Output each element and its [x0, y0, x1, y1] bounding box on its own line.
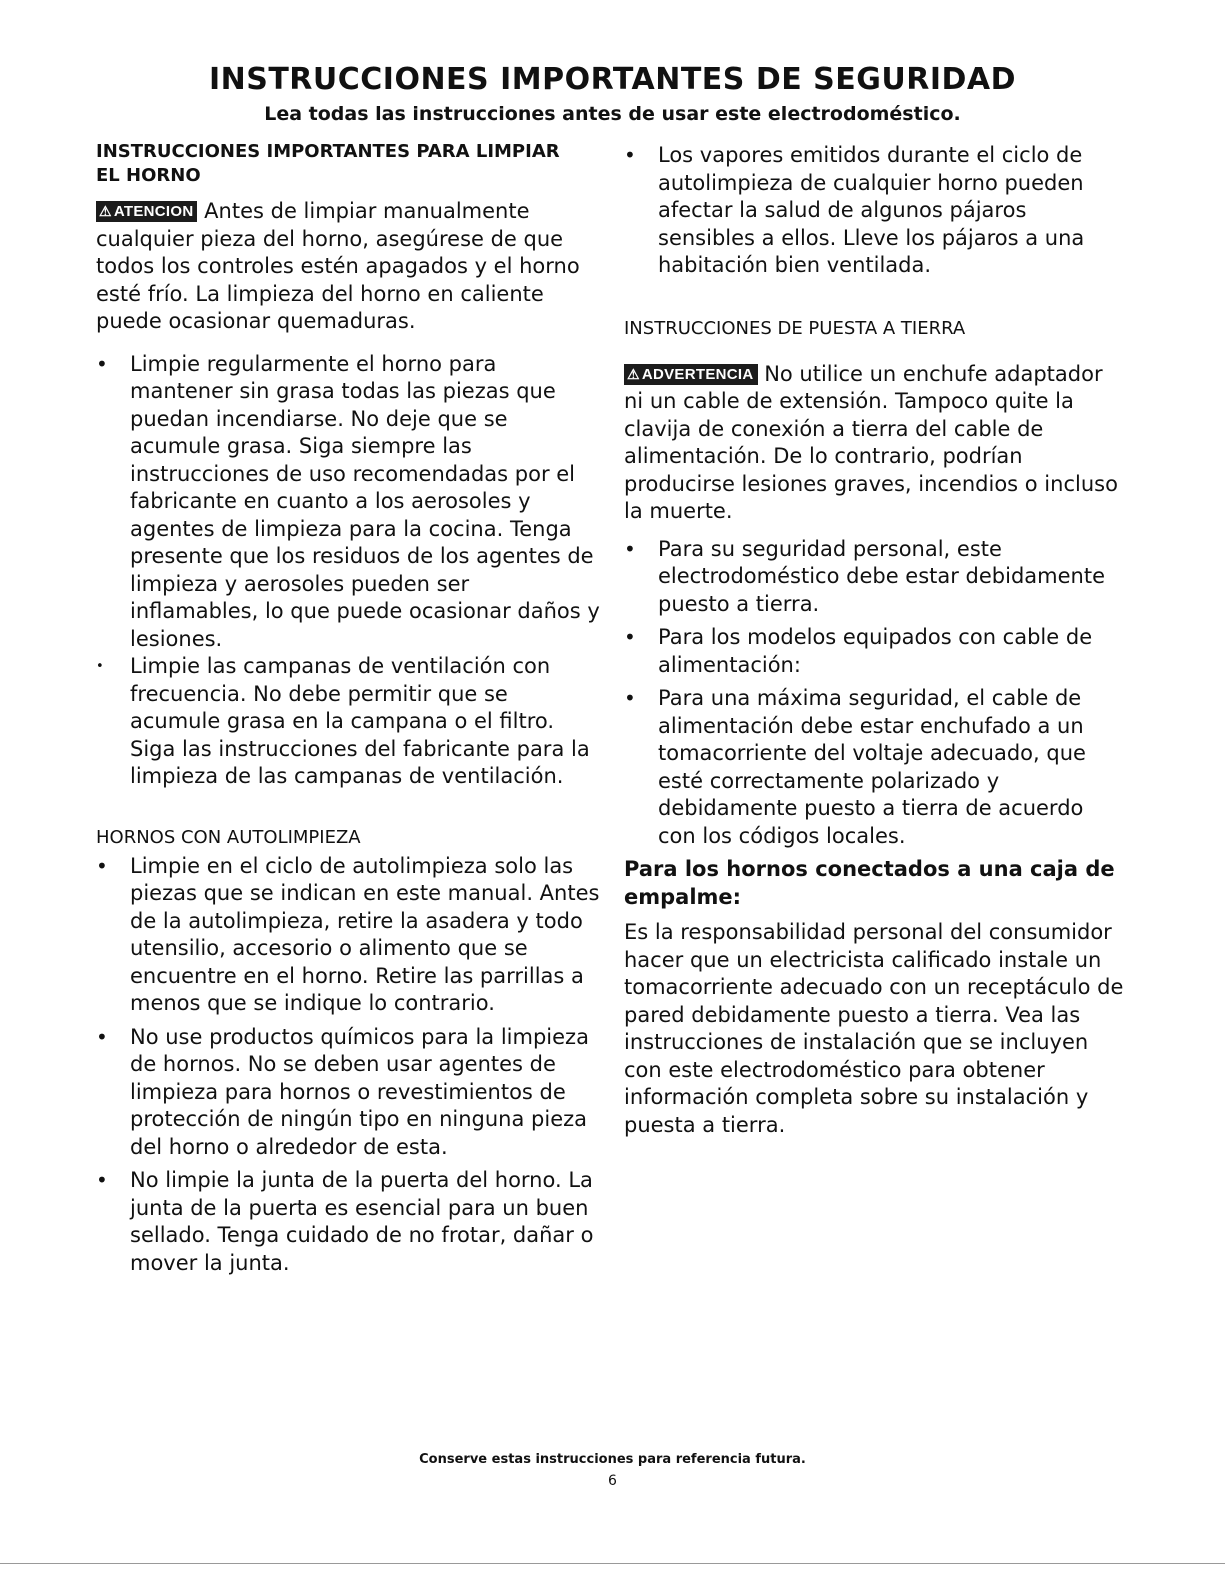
bullet-icon: •: [96, 1168, 108, 1192]
left-column: [96, 140, 601, 1277]
list-item: [624, 536, 1124, 619]
list-item-text: Limpie regularmente el horno para mantener sin grasa todas las piezas que puedan incendiarse. No deje que se acumule grasa. Siga siempre las instrucciones de uso recomendadas por el fabricante en cuanto a los aerosoles y agentes de limpieza para la cocina. Tenga presente que los residuos de los agentes de limpieza y aerosoles pueden ser inflamables, lo que puede ocasionar daños y lesiones.: [130, 351, 600, 651]
selfclean-list: [96, 853, 601, 1278]
list-item: [624, 685, 1124, 850]
warning-text: No utilice un enchufe adaptador ni un cable de extensión. Tampoco quite la clavija de conexión a tierra del cable de alimentación. De lo contrario, podrían producirse lesiones graves, incendios o incluso la muerte.: [624, 361, 1118, 523]
cleaning-list: [96, 351, 601, 791]
warning-badge: [624, 364, 758, 385]
warning-triangle-icon: ⚠: [99, 203, 112, 219]
bullet-icon: •: [96, 351, 108, 376]
list-item-text: Limpie en el ciclo de autolimpieza solo las piezas que se indican en este manual. Antes de la autolimpieza, retire la asadera y todo utensilio, accesorio o alimento que se encuentre en el horno. Retire las parrillas a menos que se indique lo contrario.: [130, 853, 600, 1015]
right-column: [624, 142, 1124, 1139]
attention-text: Antes de limpiar manualmente cualquier pieza del horno, asegúrese de que todos los controles estén apagados y el horno esté frío. La limpieza del horno en caliente puede ocasionar quemaduras.: [96, 199, 580, 333]
page-title: INSTRUCCIONES IMPORTANTES DE SEGURIDAD: [208, 62, 1017, 97]
bullet-icon: •: [96, 853, 108, 878]
list-item-text: Limpie las campanas de ventilación con frecuencia. No debe permitir que se acumule grasa en la campana o el filtro. Siga las instrucciones del fabricante para la limpieza de las campanas de ventilación.: [130, 654, 590, 788]
list-item: [96, 1167, 601, 1277]
attention-paragraph: [96, 198, 601, 336]
ground-heading: INSTRUCCIONES DE PUESTA A TIERRA: [624, 317, 966, 339]
page-subtitle: Lea todas las instrucciones antes de usar este electrodoméstico.: [264, 103, 961, 125]
list-item: [96, 653, 601, 791]
bullet-icon: •: [96, 1024, 108, 1049]
birds-list: [624, 142, 1124, 280]
list-item: [96, 1024, 601, 1162]
attention-badge-label: ATENCION: [113, 203, 194, 220]
list-item-text: Para los modelos equipados con cable de alimentación:: [658, 625, 1093, 677]
list-item-text: Para una máxima seguridad, el cable de alimentación debe estar enchufado a un tomacorriente del voltaje adecuado, que esté correctamente polarizado y debidamente puesto a tierra de acuerdo con los códigos locales.: [658, 686, 1086, 848]
junction-paragraph: Es la responsabilidad personal del consumidor hacer que un electricista calificado instale un tomacorriente adecuado con un receptáculo de pared debidamente puesto a tierra. Vea las instrucciones de instalación que se incluyen con este electrodoméstico para obtener información completa sobre su instalación y puesta a tierra.: [624, 920, 1124, 1137]
list-item: [624, 624, 1124, 679]
list-item-text: No use productos químicos para la limpieza de hornos. No se deben usar agentes de limpieza para hornos o revestimientos de protección de ningún tipo en ninguna pieza del horno o alrededor de esta.: [130, 1024, 589, 1159]
cleaning-heading: INSTRUCCIONES IMPORTANTES PARA LIMPIAR EL HORNO: [96, 141, 560, 186]
bottom-divider: [0, 1563, 1225, 1564]
list-item: [96, 351, 601, 654]
selfclean-heading: HORNOS CON AUTOLIMPIEZA: [96, 826, 361, 848]
footer-note: Conserve estas instrucciones para referencia futura.: [419, 1452, 806, 1467]
bullet-icon: •: [624, 143, 636, 167]
bullet-icon: •: [624, 536, 636, 561]
bullet-icon: •: [624, 686, 636, 710]
ground-list: [624, 536, 1124, 851]
warning-badge-label: ADVERTENCIA: [641, 365, 754, 383]
list-item: [96, 853, 601, 1018]
warning-paragraph: [624, 361, 1124, 526]
junction-heading: Para los hornos conectados a una caja de empalme:: [624, 857, 1115, 909]
list-item: [624, 142, 1124, 280]
bullet-icon: •: [96, 659, 104, 674]
warning-triangle-icon: ⚠: [627, 365, 640, 382]
page-number: 6: [608, 1473, 617, 1489]
bullet-icon: •: [624, 625, 636, 649]
list-item-text: Para su seguridad personal, este electrodoméstico debe estar debidamente puesto a tierra.: [658, 536, 1106, 616]
list-item-text: No limpie la junta de la puerta del horno. La junta de la puerta es esencial para un buen sellado. Tenga cuidado de no frotar, dañar o mover la junta.: [130, 1168, 594, 1275]
list-item-text: Los vapores emitidos durante el ciclo de autolimpieza de cualquier horno pueden afectar la salud de algunos pájaros sensibles a ellos. Lleve los pájaros a una habitación bien ventilada.: [658, 143, 1085, 277]
attention-badge: [96, 201, 197, 222]
